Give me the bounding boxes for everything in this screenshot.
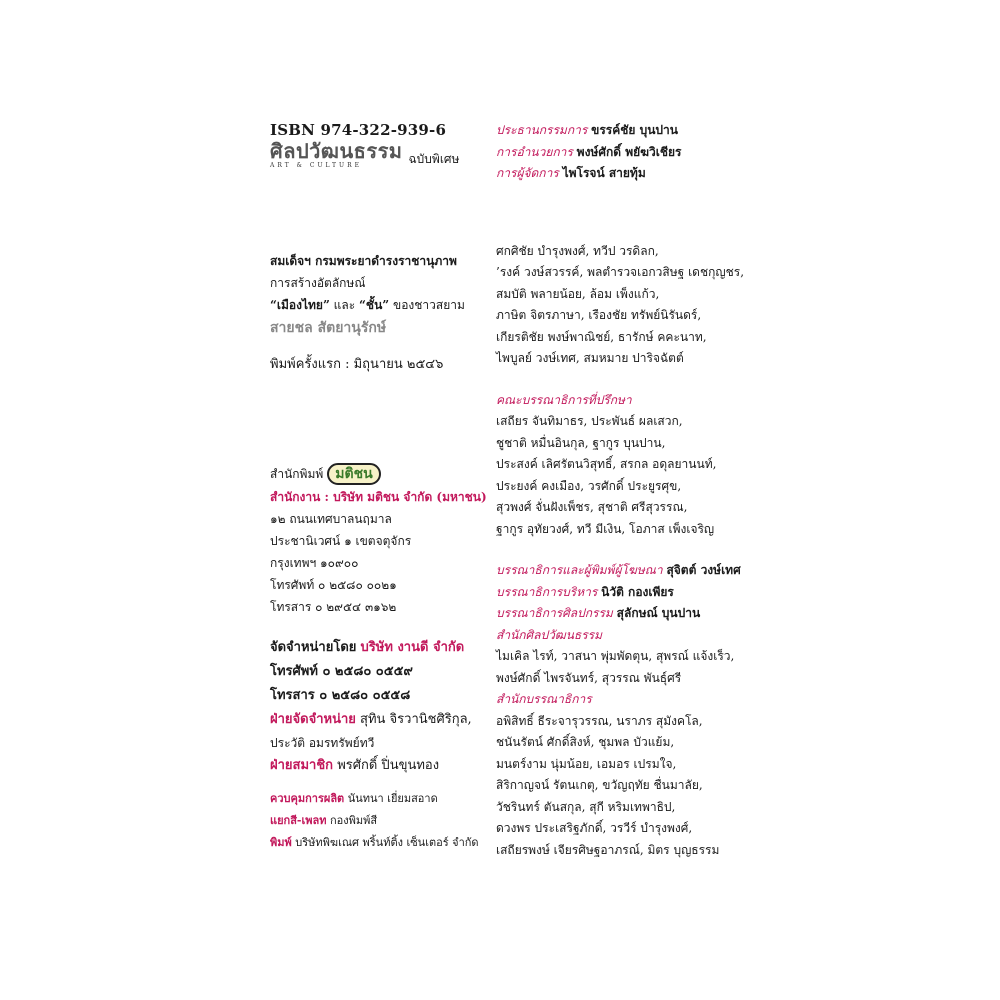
chair-row xyxy=(496,120,756,142)
isbn: ISBN 974-322-939-6 xyxy=(270,121,447,139)
office-phone: โทรศัพท์ ๐ ๒๕๘๐ ๐๐๒๑ xyxy=(270,578,397,592)
sales-row xyxy=(270,708,472,732)
director-name: พงษ์ศักดิ์ พยัฆวิเชียร xyxy=(576,144,682,159)
distribution-block xyxy=(270,636,472,778)
dist-label: จัดจำหน่ายโดย xyxy=(270,640,357,655)
book-title-line-2: การสร้างอัตลักษณ์ xyxy=(270,276,366,290)
sep-name: กองพิมพ์สี xyxy=(329,814,378,827)
book-title-3b: และ xyxy=(329,298,360,312)
book-title-line-1: สมเด็จฯ กรมพระยาดำรงราชานุภาพ xyxy=(270,254,457,268)
member-name: พรศักดิ์ ปิ่นขุนทอง xyxy=(337,758,440,773)
exec-label: บรรณาธิการบริหาร xyxy=(496,584,598,599)
editor-name: สุจิตต์ วงษ์เทศ xyxy=(666,563,741,577)
right-column xyxy=(496,120,756,861)
prod-row xyxy=(270,788,479,810)
list-item: ฐากูร อุทัยวงศ์, ทวี มีเงิน, โอภาส เพ็งเจริญ xyxy=(496,521,715,536)
publisher-row xyxy=(270,462,487,486)
exec-name: นิวัติ กองเพียร xyxy=(601,584,674,599)
list-item: ศกศิชัย บำรุงพงศ์, ทวีป วรดิลก, xyxy=(496,243,659,258)
address-3: กรุงเทพฯ ๑๐๙๐๐ xyxy=(270,556,359,570)
address-1: ๑๒ ถนนเทศบาลนฤมาล xyxy=(270,512,392,526)
office-art-label: สำนักศิลปวัฒนธรรม xyxy=(496,627,603,642)
prod-name: นันทนา เยี่ยมสอาด xyxy=(347,792,438,805)
book-title-3a: “เมืองไทย” xyxy=(270,298,330,312)
list-item: เสถียร จันทิมาธร, ประพันธ์ ผลเสวก, xyxy=(496,414,683,428)
print-row xyxy=(270,832,479,854)
list-item: ไพบูลย์ วงษ์เทศ, สมหมาย ปาริจฉัตต์ xyxy=(496,351,684,365)
editor-label: บรรณาธิการและผู้พิมพ์ผู้โฆษณา xyxy=(496,563,663,577)
list-item: ชูชาติ หมื่นอินกุล, ฐากูร บุนปาน, xyxy=(496,435,666,450)
office-edit-label: สำนักบรรณาธิการ xyxy=(496,692,592,706)
manager-row xyxy=(496,163,756,185)
manager-name: ไพโรจน์ สายทุ้ม xyxy=(562,166,646,180)
list-item: สิริกาญจน์ รัตนเกตุ, ขวัญฤทัย ชื่นมาลัย, xyxy=(496,778,703,792)
dist-fax: โทรสาร ๐ ๒๕๘๐ ๐๕๕๘ xyxy=(270,688,411,703)
sales-names-1: สุทิน จิรวานิชศิริกุล, xyxy=(360,712,472,727)
editor-row xyxy=(496,560,756,582)
list-item: ไมเคิล ไรท์, วาสนา พุ่มพัดตุน, สุพรณ์ แจ้งเร็ว, xyxy=(496,649,735,663)
book-author: สายชล สัตยานุรักษ์ xyxy=(270,320,387,336)
list-item: อพิสิทธิ์ ธีระจารุวรรณ, นราภร สุมังคโล, xyxy=(496,713,703,728)
chair-name: ขรรค์ชัย บุนปาน xyxy=(591,123,678,137)
art-row xyxy=(496,603,756,625)
list-item: พงษ์ศักดิ์ ไพรจันทร์, สุวรรณ พันธุ์ศรี xyxy=(496,670,682,685)
special-edition: ฉบับพิเศษ xyxy=(408,152,460,166)
brand-logo-sub: ART & CULTURE xyxy=(270,162,363,169)
list-item: เกียรติชัย พงษ์พาณิชย์, ธารักษ์ คคะนาท, xyxy=(496,329,707,344)
director-label: การอำนวยการ xyxy=(496,144,573,159)
exec-row xyxy=(496,582,756,604)
office-edit-list xyxy=(496,711,756,862)
left-column xyxy=(270,118,490,849)
publisher-label: สำนักพิมพ์ xyxy=(270,467,324,481)
brand-row xyxy=(270,140,490,170)
manager-label: การผู้จัดการ xyxy=(496,166,559,180)
list-item: มนตร์งาม นุ่มน้อย, เอมอร เปรมใจ, xyxy=(496,756,677,771)
book-title-line-3 xyxy=(270,294,465,316)
list-item: ดวงพร ประเสริฐภักดิ์, วรวีร์ บำรุงพงศ์, xyxy=(496,821,693,835)
sales-label: ฝ่ายจัดจำหน่าย xyxy=(270,712,356,727)
art-label: บรรณาธิการศิลปกรรม xyxy=(496,606,613,620)
sep-row xyxy=(270,810,479,832)
chair-label: ประธานกรรมการ xyxy=(496,123,588,137)
print-label: พิมพ์ xyxy=(270,836,292,849)
publisher-block xyxy=(270,462,487,618)
production-block xyxy=(270,788,479,854)
advisors-label: คณะบรรณาธิการที่ปรึกษา xyxy=(496,392,632,407)
sep-label: แยกสี-เพลท xyxy=(270,814,327,827)
list-item: เสถียรพงษ์ เจียรศิษฐอาภรณ์, มิตร บุญธรรม xyxy=(496,842,720,857)
dist-row xyxy=(270,636,472,660)
book-title-block xyxy=(270,250,465,340)
member-label: ฝ่ายสมาชิก xyxy=(270,758,334,773)
list-item: สมบัติ พลายน้อย, ล้อม เพ็งแก้ว, xyxy=(496,286,660,301)
art-culture-logo xyxy=(270,140,403,170)
list-item: ประสงค์ เลิศรัตนวิสุทธิ์, สรกล อดุลยานนท์, xyxy=(496,457,717,471)
list-item: วัชรินทร์ ตันสกุล, สุกี หริมเทพาธิป, xyxy=(496,799,676,814)
matichon-logo: มติชน xyxy=(327,463,380,485)
first-print: พิมพ์ครั้งแรก : มิถุนายน ๒๕๔๖ xyxy=(270,357,444,372)
list-item: ประยงค์ คงเมือง, วรศักดิ์ ประยูรศุข, xyxy=(496,478,682,493)
book-title-3d: ของชาวสยาม xyxy=(389,298,465,312)
office-fax: โทรสาร ๐ ๒๙๕๔ ๓๑๖๒ xyxy=(270,600,397,614)
list-item: ชนันรัตน์ ศักดิ์สิงห์, ชุมพล บัวแย้ม, xyxy=(496,735,675,749)
prod-label: ควบคุมการผลิต xyxy=(270,792,345,805)
advisors-list xyxy=(496,411,756,540)
art-name: สุลักษณ์ บุนปาน xyxy=(616,606,701,620)
dist-company: บริษัท งานดี จำกัด xyxy=(360,640,465,655)
list-item: สุวพงศ์ จั่นฝังเพ็ชร, สุชาติ ศรีสุวรรณ, xyxy=(496,500,688,514)
book-title-3c: “ชั้น” xyxy=(359,298,390,312)
list-item: ภาษิต จิตรภาษา, เรืองชัย ทรัพย์นิรันดร์, xyxy=(496,308,702,322)
board-list xyxy=(496,241,756,370)
list-item: ’รงค์ วงษ์สวรรค์, พลตำรวจเอกวสิษฐ เดชกุญชร, xyxy=(496,265,745,279)
member-row xyxy=(270,754,472,778)
address-2: ประชานิเวศน์ ๑ เขตจตุจักร xyxy=(270,534,412,548)
office-label: สำนักงาน : บริษัท มติชน จำกัด (มหาชน) xyxy=(270,490,487,504)
brand-logo-text: ศิลปวัฒนธรรม xyxy=(270,139,403,163)
print-name: บริษัทพิฆเณศ พริ้นท์ติ้ง เซ็นเตอร์ จำกัด xyxy=(295,836,479,849)
sales-names-2: ประวัติ อมรทรัพย์ทวี xyxy=(270,736,375,750)
dist-phone: โทรศัพท์ ๐ ๒๕๘๐ ๐๕๕๙ xyxy=(270,664,413,679)
director-row xyxy=(496,142,756,164)
